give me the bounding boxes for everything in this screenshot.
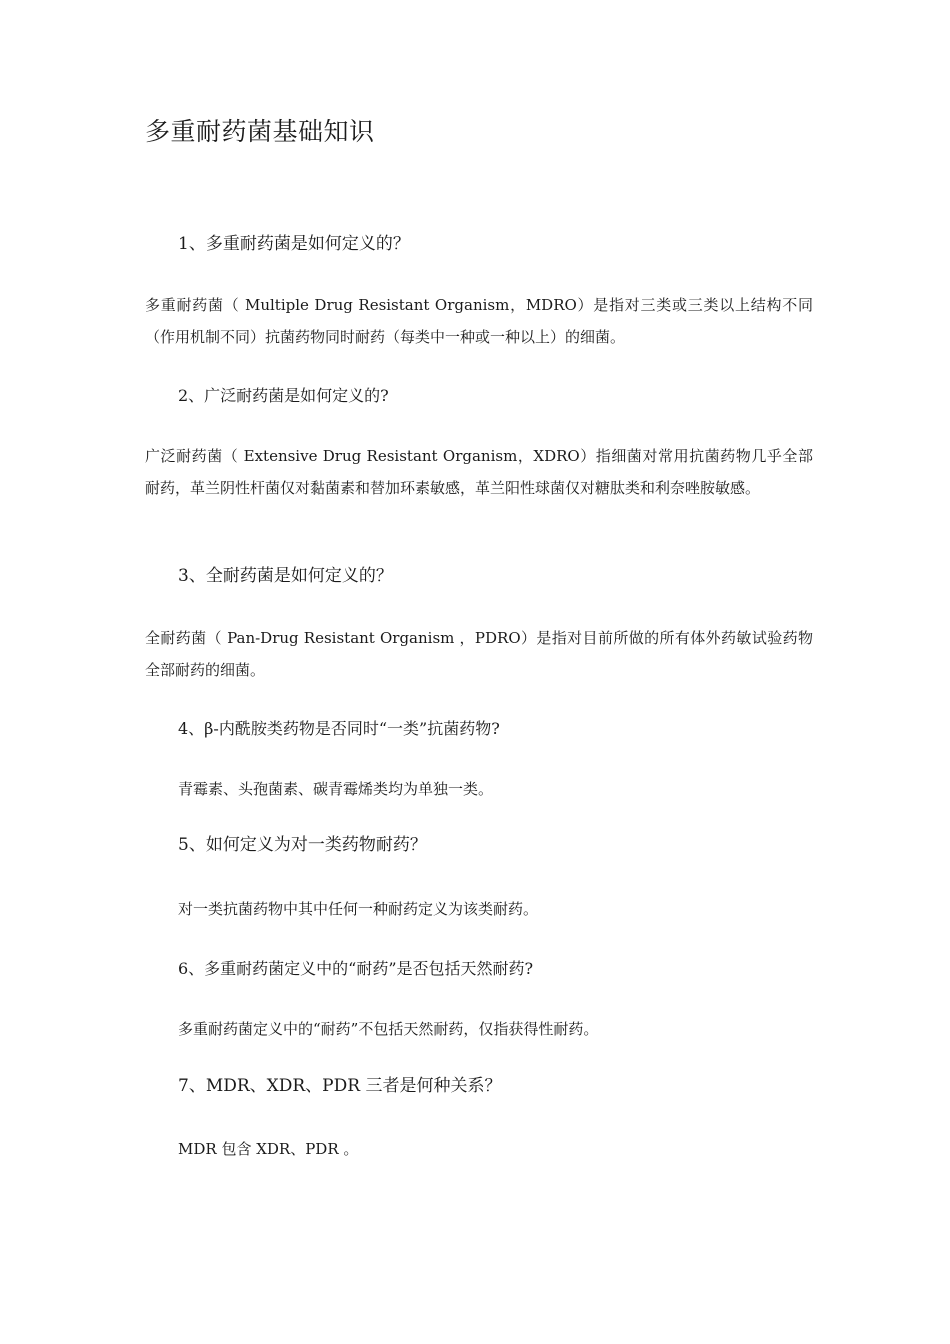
page-title: 多重耐药菌基础知识 (145, 117, 375, 146)
question-2: 2、广泛耐药菌是如何定义的? (178, 386, 389, 405)
question-5: 5、如何定义为对一类药物耐药？ (178, 835, 427, 855)
answer-6: 多重耐药菌定义中的“耐药”不包括天然耐药，仅指获得性耐药。 (178, 1020, 599, 1038)
question-3: 3、全耐药菌是如何定义的？ (178, 566, 393, 586)
answer-5: 对一类抗菌药物中其中任何一种耐药定义为该类耐药。 (178, 900, 539, 918)
answer-4: 青霉素、头孢菌素、碳青霉烯类均为单独一类。 (178, 780, 494, 798)
question-1: 1、多重耐药菌是如何定义的？ (178, 234, 410, 254)
question-7: 7、MDR、XDR、PDR 三者是何种关系？ (178, 1076, 502, 1096)
question-4: 4、β-内酰胺类药物是否同时“一类”抗菌药物? (178, 719, 500, 738)
answer-2: 广泛耐药菌（ Extensive Drug Resistant Organism，XDRO）指细菌对常用抗菌药物几乎全部耐药，革兰阴性杆菌仅对黏菌素和替加环素敏感，革兰阳性球菌仅对糖肽类和利奈唑胺敏感。 (145, 447, 813, 497)
answer-1: 多重耐药菌（ Multiple Drug Resistant Organism，MDRO）是指对三类或三类以上结构不同（作用机制不同）抗菌药物同时耐药（每类中一种或一种以上）的细菌。 (145, 296, 813, 346)
answer-7: MDR 包含 XDR、PDR 。 (178, 1140, 359, 1158)
question-6: 6、多重耐药菌定义中的“耐药”是否包括天然耐药? (178, 959, 534, 978)
answer-3: 全耐药菌（ Pan-Drug Resistant Organism ，PDRO）是指对目前所做的所有体外药敏试验药物全部耐药的细菌。 (145, 629, 813, 679)
